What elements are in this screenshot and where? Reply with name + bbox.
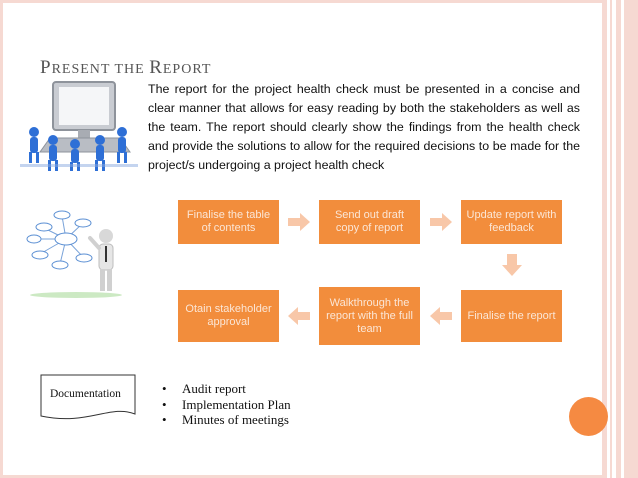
list-item [162, 412, 291, 428]
list-item-text: Audit report [182, 381, 246, 396]
flow-step-stakeholder-approval: Otain stakeholder approval [178, 290, 279, 342]
arrow-left-icon [430, 307, 452, 325]
computer-team-clipart [20, 80, 138, 172]
flow-step-update-report: Update report with feedback [461, 200, 562, 244]
flow-step-send-draft: Send out draft copy of report [319, 200, 420, 244]
documentation-list [162, 381, 291, 428]
documentation-label: Documentation [50, 388, 121, 400]
arrow-right-icon [430, 213, 452, 231]
title-initial-letter: P [40, 57, 52, 78]
bullet-icon: • [162, 381, 167, 396]
right-stripe-3 [616, 0, 621, 478]
title-capital-r: R [149, 57, 163, 78]
right-stripe-2 [610, 0, 612, 478]
title-text-part-2: EPORT [162, 62, 212, 77]
decorative-orange-circle [569, 397, 608, 436]
list-item [162, 381, 291, 397]
bullet-icon: • [162, 396, 167, 412]
flow-step-finalise-report: Finalise the report [461, 290, 562, 342]
mindmap-presenter-clipart [26, 206, 128, 298]
title-text-part-1: RESENT THE [51, 62, 150, 77]
list-item-text: Implementation Plan [182, 396, 291, 412]
slide-title [40, 44, 211, 81]
flow-step-walkthrough: Walkthrough the report with the full team [319, 287, 420, 345]
bullet-icon: • [162, 412, 167, 427]
right-stripe-4 [624, 0, 638, 478]
flow-step-finalise-table: Finalise the table of contents [178, 200, 279, 244]
intro-paragraph: The report for the project health check must be presented in a concise and clear manner that allows for easy reading by both the stakeholders as well as the team. The report should clearly show the findings from the health check and provide the solutions to allow for the required decisions to be made for the project/s undergoing a project health check [148, 82, 580, 172]
arrow-down-icon [502, 254, 522, 276]
arrow-right-icon [288, 213, 310, 231]
list-item [162, 397, 291, 413]
arrow-left-icon [288, 307, 310, 325]
frame-left-border [0, 0, 3, 478]
frame-top-border [0, 0, 602, 3]
list-item-text: Minutes of meetings [182, 412, 289, 427]
